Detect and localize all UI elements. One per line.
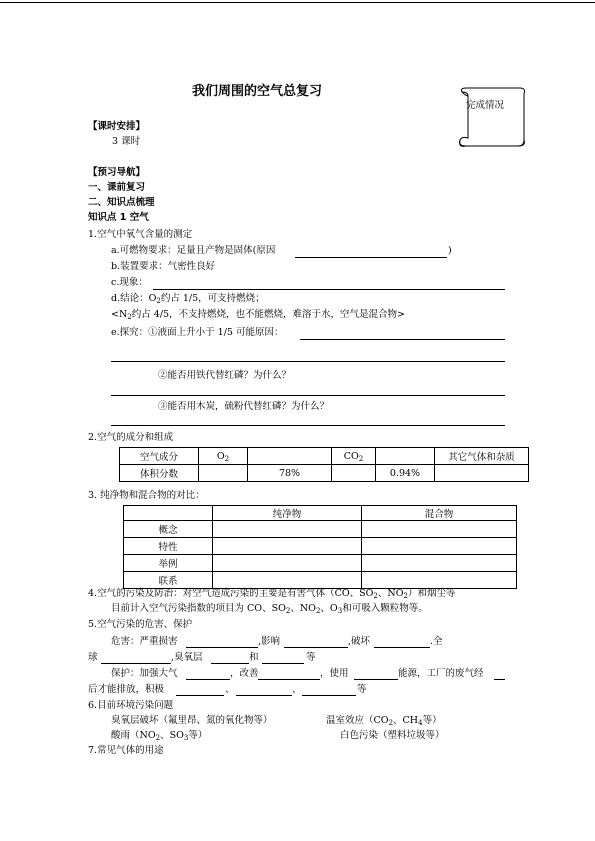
q5-blank[interactable] [494,679,505,680]
table-cell: 0.94% [376,465,435,482]
table-cell[interactable] [362,538,517,555]
q5-blank[interactable] [374,647,430,648]
table-cell[interactable] [213,572,362,589]
knowledge-point-1: 知识点 1 空气 [88,212,149,223]
heading-review: 一、课前复习 [88,182,146,193]
schedule-value: 3 课时 [112,136,141,147]
q5-protect-1: 保护：加强大气 [111,668,178,679]
table-cell: $CO_2$ [332,448,376,465]
q1-a-end: ) [448,245,452,256]
table-cell: 特性 [124,538,213,555]
q1-e: e.探究：①液面上升小于 1/5 可能原因： [111,327,284,338]
q5-harm-3: ,破坏 [348,636,371,647]
q5-protect-4: 能源，工厂的废气经 [398,668,484,679]
table-row [120,465,529,482]
q4-line1: 4.空气的污染及防治：对空气造成污染的主要是有害气体（CO、$SO_2$、$NO_2$）和烟尘等 [88,588,456,600]
q5-title: 5.空气污染的危害、保护 [88,619,193,630]
table-cell[interactable] [248,448,332,465]
q1-b: b.装置要求：气密性良好 [111,261,216,272]
section-schedule: 【课时安排】 [88,121,146,132]
q1-a-blank[interactable] [295,257,447,258]
table-cell: 混合物 [362,506,517,521]
q5-blank[interactable] [186,679,230,680]
q2-title: 2.空气的成分和组成 [88,432,174,443]
completion-badge-label: 完成情况 [466,100,505,111]
q7-title: 7.常见气体的用途 [88,745,164,756]
q5-line4-c: 、 [292,684,302,695]
scroll-badge-icon [454,86,528,152]
table-row [124,521,517,538]
table-row [124,572,517,589]
table-row [124,538,517,555]
q1-c-blank[interactable] [153,289,505,290]
q6-greenhouse: 温室效应（$CO_2$、$CH_4$等） [326,715,442,727]
q1-a: a.可燃物要求：足量且产物是固体(原因 [111,245,276,256]
table-cell[interactable] [213,538,362,555]
q5-blank[interactable] [258,679,320,680]
table-cell: 78% [248,465,332,482]
q6-acid-rain: 酸雨（$NO_2$、$SO_3$等） [111,730,208,742]
q5-harm-4: .全 [430,636,443,647]
q5-line2-c: 和 [249,652,259,663]
q5-blank[interactable] [302,695,356,696]
table-cell: 举例 [124,555,213,572]
table-cell: 纯净物 [213,506,362,521]
table-cell[interactable] [362,572,517,589]
q5-blank[interactable] [186,647,258,648]
table-cell: 概念 [124,521,213,538]
table-cell: $O_2$ [199,448,248,465]
top-rule [0,2,595,3]
q1-d-note: $<N_2$约占 4/5，不支持燃烧，也不能燃烧，难溶于水，空气是混合物> [111,309,406,321]
q5-protect-2: ，改善 [230,668,259,679]
section-preview: 【预习导航】 [88,167,146,178]
q1-e3: ③能否用木炭，硫粉代替红磷？为什么？ [158,401,330,412]
table-cell[interactable] [376,448,435,465]
table-cell[interactable] [435,465,529,482]
q1-d: d.结论：$O_2$约占 1/5，可支持燃烧； [111,293,265,305]
q5-blank[interactable] [101,663,171,664]
q4-line2: 目前计入空气污染指数的项目为 CO、$SO_2$、$NO_2$、$O_3$和可吸入颗粒物等。 [111,603,428,615]
q6-title: 6.目前环境污染问题 [88,700,174,711]
table-cell: 其它气体和杂质 [435,448,529,465]
q5-harm-2: ,影响 [258,636,281,647]
q5-blank[interactable] [211,663,249,664]
table-row [124,506,517,521]
page-title: 我们周围的空气总复习 [192,84,323,99]
q6-ozone: 臭氧层破坏（氟里昂、氮的氧化物等） [111,715,273,726]
q5-blank[interactable] [354,679,398,680]
q5-blank[interactable] [262,663,304,664]
q5-blank[interactable] [176,695,224,696]
table-cell[interactable] [199,465,248,482]
table-row [124,555,517,572]
q5-line2-b: ,臭氧层 [171,652,203,663]
q1-e-blank-2[interactable] [111,361,505,362]
q5-line2-a: 球 [88,652,98,663]
q5-line2-d: 等 [306,652,316,663]
q1-e2-blank[interactable] [111,395,505,396]
table-cell: 空气成分 [120,448,199,465]
table-cell[interactable] [362,555,517,572]
table-cell[interactable] [213,521,362,538]
q3-title: 3. 纯净物和混合物的对比： [88,490,205,501]
table-cell[interactable] [213,555,362,572]
table-cell[interactable] [332,465,376,482]
q5-line4-b: 、 [225,684,235,695]
q1-e3-blank[interactable] [111,425,505,426]
q1-e2: ②能否用铁代替红磷？为什么？ [158,370,292,381]
table-cell: 联系 [124,572,213,589]
pure-mixture-table [123,505,517,589]
heading-knowledge: 二、知识点梳理 [88,197,155,208]
q5-line4-a: 后才能排放，积极 [88,684,165,695]
q5-harm-1: 危害：严重损害 [111,636,178,647]
table-cell: 体积分数 [120,465,199,482]
air-composition-table [119,447,529,482]
q5-blank[interactable] [236,695,292,696]
q1-title: 1.空气中氧气含量的测定 [88,229,193,240]
q5-protect-3: ，使用 [320,668,349,679]
q5-line4-d: 等 [357,684,367,695]
q5-blank[interactable] [284,647,348,648]
q1-c: c.现象： [111,277,148,288]
q1-e-blank-1[interactable] [300,339,505,340]
table-row [120,448,529,465]
table-cell [124,506,213,521]
q6-white-pollution: 白色污染（塑料垃圾等） [340,730,445,741]
table-cell[interactable] [362,521,517,538]
